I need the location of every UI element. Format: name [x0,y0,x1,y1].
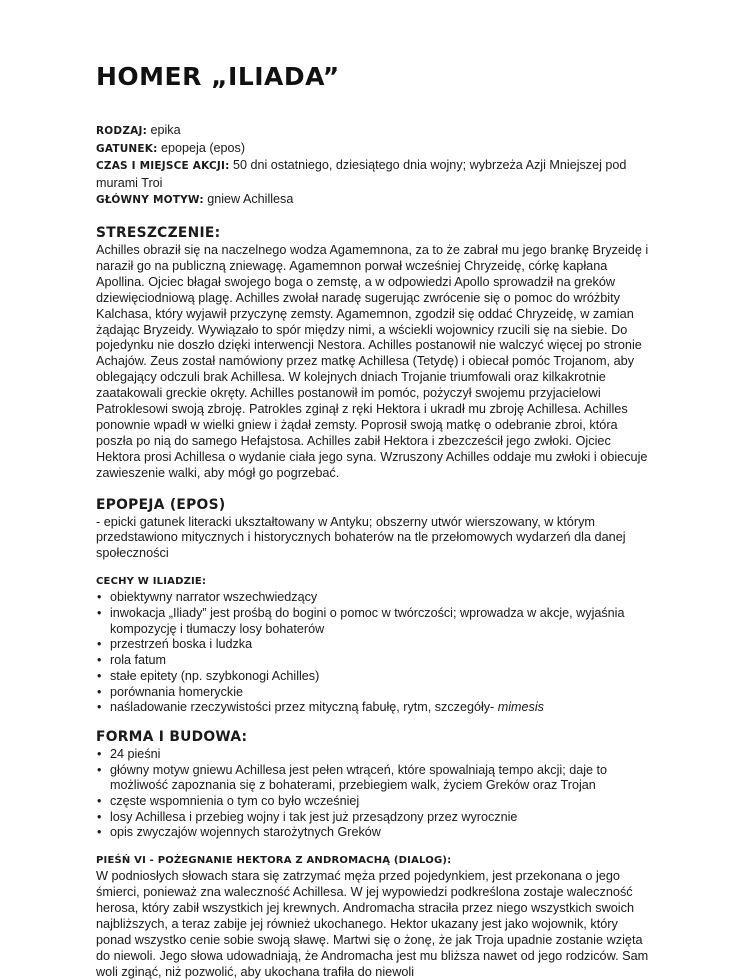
epopeja-heading: EPOPEJA (EPOS) [96,496,226,513]
list-item [96,700,654,716]
metadata-block [96,122,654,209]
list-item: • porównania homeryckie [96,685,654,701]
streszczenie-text: Achilles obraził się na naczelnego wodza Agamemnona, za to że zabrał mu jego brankę Bryzeidę i naraził go na publiczną zniewagę. Agamemnon porwał wcześniej Chryzeidę, córkę kapłana Apollina. Ojciec błagał swojego boga o zemstę, a w odpowiedzi Apollo sprowadził na greków dziewięciodniową plagę. Achilles zwołał naradę sugerując zwrócenie się o pomoc do wróżbity Kalchasa, który wyjawił przyczynę zemsty. Agamemnon, zgodził się oddać Chryzeidę, w zamian żądając Bryzeidy. Wywiązało to spór między nimi, a wściekli wojownicy rzucili się na siebie. Do pojedynku nie doszło dzięki interwencji Nestora. Achilles postanowił nie walczyć więcej po stronie Achajów. Zeus został namówiony przez matkę Achillesa (Tetydę) i obiecał pomóc Trojanom, aby oblegający odczuli brak Achillesa. W kolejnych dniach Trojanie triumfowali oraz kilkakrotnie zaatakowali greckie okręty. Achilles postanowił im pomóc, pożyczył swojemu przyjacielowi Patroklesowi swoją zbroję. Patrokles zginął z ręki Hektora i ukradł mu zbroję Achillesa. Achilles ponownie wpadł w wielki gniew i żądał zemsty. Poprosił swoją matkę o odebranie zbroi, która poszła po nią do samego Hefajstosa. Achilles zabił Hektora i zbezcześcił jego zwłoki. Ojciec Hektora prosi Achillesa o wydanie ciała jego syna. Wzruszony Achilles oddaje mu zwłoki i obiecuje zawieszenie walki, aby mógł go pogrzebać. [96,242,649,480]
meta-gatunek-label: GATUNEK: [96,142,158,155]
meta-czas [96,157,654,191]
epopeja-definition: - epicki gatunek literacki ukształtowany w Antyku; obszerny utwór wierszowany, w którym przedstawiono mitycznych i historycznych bohaterów na tle przełomowych wydarzeń dla danej społeczności [96,514,626,561]
streszczenie-section [96,224,654,482]
forma-heading: FORMA I BUDOWA: [96,728,248,745]
list-item: • stałe epitety (np. szybkonogi Achilles) [96,669,654,685]
meta-rodzaj-value: epika [146,123,181,137]
meta-motyw [96,191,654,209]
forma-list [96,747,654,841]
meta-czas-label: CZAS I MIEJSCE AKCJI: [96,160,230,173]
cechy-last-text: naśladowanie rzeczywistości przez mityczną fabułę, rytm, szczegóły- [110,700,498,715]
piesn-heading: PIEŚŃ VI - POŻEGNANIE HEKTORA Z ANDROMACHĄ (DIALOG): [96,855,452,867]
streszczenie-heading: STRESZCZENIE: [96,224,221,241]
piesn-section [96,853,654,980]
forma-section [96,728,654,841]
meta-gatunek-value: epopeja (epos) [157,140,246,155]
cechy-list [96,590,654,716]
list-item: • przestrzeń boska i ludzka [96,637,654,653]
meta-czas-value: 50 dni ostatniego, dziesiątego dnia wojny; wybrzeża Azji Mniejszej pod murami Troi [96,158,627,190]
meta-rodzaj-label: RODZAJ: [96,125,147,137]
list-item: • rola fatum [96,653,654,669]
list-item: • losy Achillesa i przebieg wojny i tak jest już przesądzony przez wyrocznie [96,810,654,826]
piesn-text: W podniosłych słowach stara się zatrzymać męża przed pojedynkiem, jest przekonana o jego śmierci, ponieważ zna waleczność Achillesa. W jej wypowiedzi podkreślona zostaje waleczność herosa, który zabił wszystkich jej krewnych. Andromacha straciła przez niego wszystkich swoich najbliższych, a teraz zabije jej również ukochanego. Hektor ukazany jest jako wojownik, który ponad wszystko cenie sobie swoją sławę. Martwi się o żonę, że jak Troja upadnie zostanie wzięta do niewoli. Jego słowa udowadniają, że Andromacha jest mu bliższa nawet od jego rodziców. Sam woli zginąć, niż pozwolić, aby ukochana trafiła do niewoli [96,869,649,979]
epopeja-section [96,496,654,716]
list-item: • inwokacja „Iliady” jest prośbą do bogini o pomoc w twórczości; wprowadza w akcje, wyjaśnia kompozycję i tłumaczy losy bohaterów [96,606,654,637]
meta-motyw-label: GŁÓWNY MOTYW: [96,194,204,207]
list-item: • częste wspomnienia o tym co było wcześniej [96,794,654,810]
list-item: • główny motyw gniewu Achillesa jest pełen wtrąceń, które spowalniają tempo akcji; daje to możliwość zapoznania się z bohaterami, przebiegiem walk, życiem Greków oraz Trojan [96,763,654,794]
meta-motyw-value: gniew Achillesa [203,192,294,207]
page-title: HOMER „ILIADA” [96,62,340,91]
cechy-last-emphasis: mimesis [497,700,544,715]
cechy-heading: CECHY W ILIADZIE: [96,576,207,588]
list-item: • 24 pieśni [96,747,654,763]
meta-rodzaj [96,122,654,140]
meta-gatunek [96,140,654,158]
list-item: • opis zwyczajów wojennych starożytnych Greków [96,825,654,841]
list-item: • obiektywny narrator wszechwiedzący [96,590,654,606]
